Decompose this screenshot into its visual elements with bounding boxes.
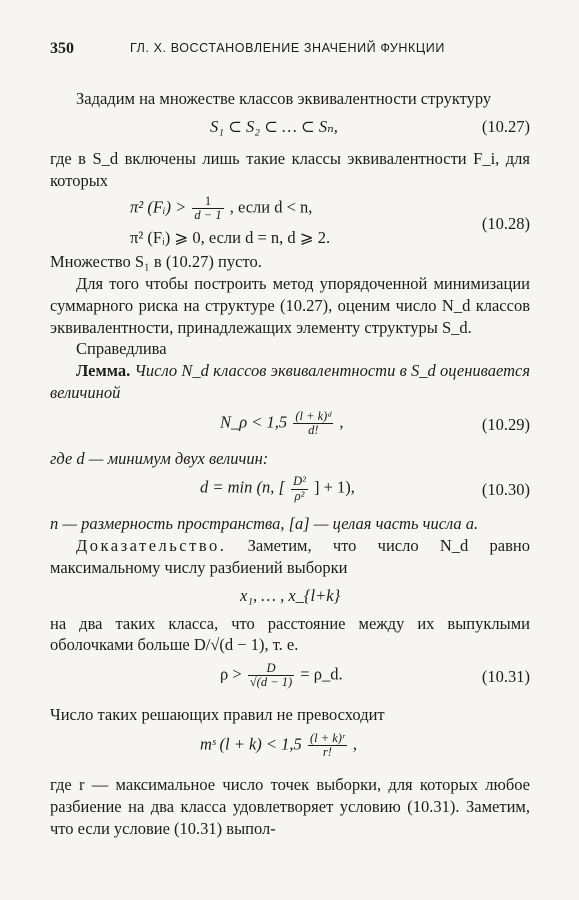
paragraph-empty-set: Множество S₁ в (10.27) пусто. (50, 252, 262, 272)
formula-10-30-lhs: d = min (n, [ (200, 477, 285, 497)
formula-rules-bound-frac-den: r! (308, 745, 347, 759)
paragraph-max-points: где r — максимальное число точек выборки, для которых любое разбиение на два класса удовлетворяет условию (10.31). Заметим, что если условие (10.31) выпол- (50, 775, 530, 838)
formula-10-31-lhs: ρ > (220, 664, 242, 684)
proof-label: Доказательство. (76, 536, 227, 556)
running-header (50, 38, 530, 62)
formula-sample-expr: x₁, … , x_{l+k} (240, 585, 341, 605)
formula-10-31-frac-den: √(d − 1) (249, 675, 293, 690)
formula-10-29-fraction (293, 410, 333, 437)
formula-10-28-row1 (130, 195, 312, 222)
formula-10-29-frac-den: d! (293, 423, 333, 437)
formula-10-28-row1-lhs: π² (Fᵢ) > (130, 197, 187, 217)
formula-sample (50, 579, 530, 613)
running-head: ГЛ. X. ВОССТАНОВЛЕНИЕ ЗНАЧЕНИЙ ФУНКЦИИ (130, 41, 445, 55)
formula-10-30-frac-num: D² (293, 474, 306, 489)
paragraph-distance: на два таких класса, что расстояние между их выпуклыми оболочками больше D/√(d − 1), т. е. (50, 613, 530, 655)
formula-10-29-lhs: N_ρ < 1,5 (220, 412, 288, 432)
formula-10-31-tail: = ρ_d. (300, 664, 343, 684)
formula-10-30 (50, 469, 530, 513)
formula-10-29-tail: , (339, 412, 344, 432)
lemma-label: Лемма. (76, 361, 131, 381)
lemma-text: Число N_d классов эквивалентности в S_d оценивается величиной (50, 361, 530, 402)
paragraph-valid: Справедлива (76, 339, 167, 359)
formula-10-30-fraction (291, 475, 308, 502)
formula-10-28-fraction (192, 195, 223, 222)
formula-rules-bound-fraction (308, 732, 347, 759)
formula-10-30-tail: ] + 1), (313, 477, 355, 497)
formula-10-28-frac-num: 1 (204, 194, 212, 209)
paragraph-rules: Число таких решающих правил не превосходит (50, 705, 385, 725)
formula-10-30-number: (10.30) (481, 480, 530, 500)
paragraph-classes: где в S_d включены лишь такие классы эквивалентности F_i, для которых (50, 148, 530, 190)
formula-rules-bound-tail: , (352, 734, 357, 754)
formula-10-31 (50, 656, 530, 704)
paragraph-structure: Зададим на множестве классов эквивалентности структуру (76, 89, 492, 108)
page-number: 350 (50, 40, 74, 57)
page (50, 38, 530, 839)
formula-rules-bound-frac-num: (l + k)ʳ (309, 731, 345, 746)
formula-10-28-number: (10.28) (481, 214, 530, 234)
paragraph-method: Для того чтобы построить метод упорядоченной минимизации суммарного риска на структуре (10.27), оценим число N_d классов эквивалентности, принадлежащих элементу структуры S_d. (50, 274, 530, 337)
formula-10-27-number: (10.27) (481, 116, 530, 136)
formula-10-27 (50, 110, 530, 148)
formula-10-29-number: (10.29) (481, 414, 530, 434)
paragraph-d-min: где d — минимум двух величин: (50, 448, 269, 468)
formula-10-29-frac-num: (l + k)ᵈ (295, 408, 332, 423)
paragraph-proof (50, 535, 530, 579)
formula-10-31-fraction (248, 662, 294, 689)
formula-10-28-row2: π² (Fᵢ) ⩾ 0, если d = n, d ⩾ 2. (130, 228, 331, 248)
formula-rules-bound-lhs: mˢ (l + k) < 1,5 (200, 734, 302, 754)
formula-10-28-row1-cond: , если d < n, (229, 197, 313, 217)
formula-10-27-expr: S₁ ⊂ S₂ ⊂ … ⊂ Sₙ, (210, 116, 338, 136)
formula-10-30-frac-den: ρ² (291, 489, 308, 503)
formula-10-31-number: (10.31) (481, 667, 530, 687)
formula-10-29 (50, 404, 530, 448)
formula-rules-bound (50, 726, 530, 774)
proof-text: Заметим, что число N_d равно максимальному числу разбиений выборки (50, 536, 530, 577)
paragraph-dimension: n — размерность пространства, [a] — целая часть числа a. (50, 514, 479, 534)
formula-10-28-frac-den: d − 1 (194, 208, 222, 223)
formula-10-31-frac-num: D (266, 661, 276, 676)
paragraph-lemma (50, 360, 530, 404)
formula-10-28 (50, 195, 530, 251)
